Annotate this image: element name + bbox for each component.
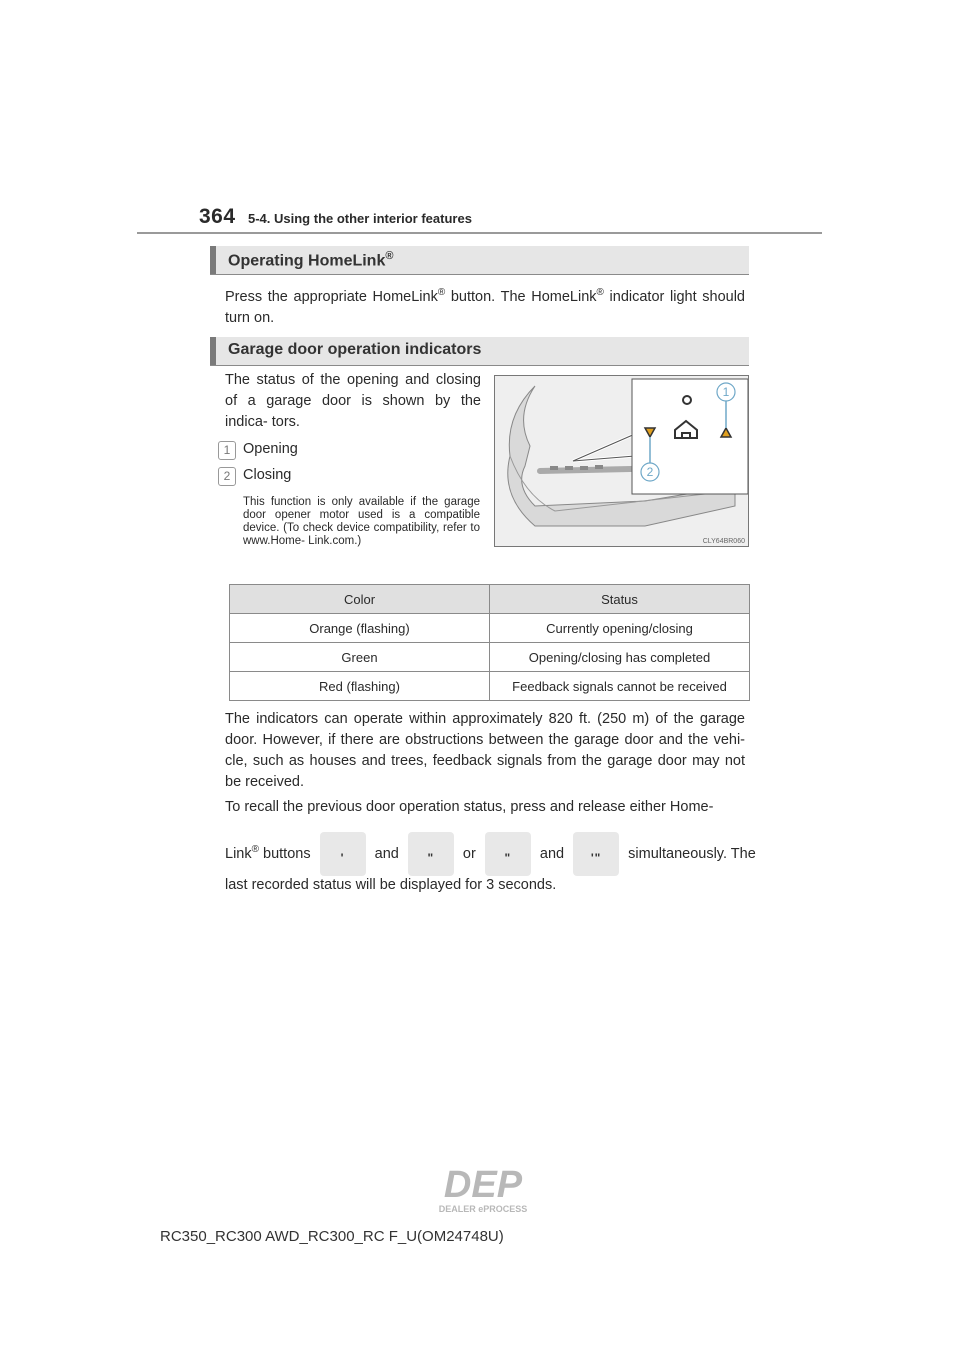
dealer-eprocess-logo — [418, 1163, 548, 1220]
recall-line-2: Link® buttons ' and " or " and '" simultaneously. The — [225, 828, 750, 876]
homelink-button-3-icon: '" — [573, 832, 619, 876]
callout-2: 2 — [646, 465, 654, 479]
heading-underline — [210, 365, 749, 366]
footer-model-code: RC350_RC300 AWD_RC300_RC F_U(OM24748U) — [160, 1228, 504, 1245]
table-cell: Green — [230, 643, 490, 672]
callout-1: 1 — [722, 385, 730, 399]
mirror-illustration — [495, 376, 749, 547]
recall-line-3: last recorded status will be displayed for 3 seconds. — [225, 877, 557, 893]
table-row — [230, 672, 750, 701]
table-row — [230, 643, 750, 672]
indicators-intro: The status of the opening and closing of a garage door is shown by the indica- tors. — [225, 372, 481, 430]
item-number-1: 1 — [218, 441, 236, 460]
item-number-2: 2 — [218, 467, 236, 486]
table-cell: Currently opening/closing — [490, 614, 750, 643]
operating-paragraph: Press the appropriate HomeLink® button. The HomeLink® indicator light should turn on. — [225, 287, 745, 326]
mirror-indicator-figure — [494, 375, 749, 547]
table-cell: Feedback signals cannot be received — [490, 672, 750, 701]
item-label-closing: Closing — [243, 467, 292, 483]
section-title: 5-4. Using the other interior features — [248, 211, 472, 226]
page-number: 364 — [199, 205, 236, 228]
logo-tagline: DEALER ePROCESS — [438, 1204, 528, 1214]
heading-underline — [210, 274, 749, 275]
indicator-status-table — [229, 584, 750, 701]
homelink-button-1-icon: ' — [320, 832, 366, 876]
range-paragraph: The indicators can operate within approximately 820 ft. (250 m) of the garage door. However, if there are obstructions between the garage door and the vehi- cle, such as houses and trees, feedback signals from the garage door may not be received. — [225, 711, 745, 790]
operating-homelink-heading: Operating HomeLink® — [210, 246, 749, 274]
item-label-opening: Opening — [243, 441, 298, 457]
table-cell: Opening/closing has completed — [490, 643, 750, 672]
compatibility-note: This function is only available if the garage door opener motor used is a compatible device. (To check device compatibility, refer to www.Home- Link.com.) — [243, 496, 480, 547]
table-row — [230, 614, 750, 643]
column-header-status: Status — [490, 585, 750, 614]
table-header-row — [230, 585, 750, 614]
recall-line-1: To recall the previous door operation status, press and release either Home- — [225, 799, 714, 815]
column-header-color: Color — [230, 585, 490, 614]
indicators-heading: Garage door operation indicators — [210, 337, 749, 365]
figure-code: CLY64BR060 — [702, 538, 745, 545]
logo-mark: DEP — [443, 1164, 523, 1206]
homelink-button-2-icon: " — [485, 832, 531, 876]
table-cell: Red (flashing) — [230, 672, 490, 701]
homelink-button-2-icon: " — [408, 832, 454, 876]
table-cell: Orange (flashing) — [230, 614, 490, 643]
header-rule — [137, 232, 822, 234]
